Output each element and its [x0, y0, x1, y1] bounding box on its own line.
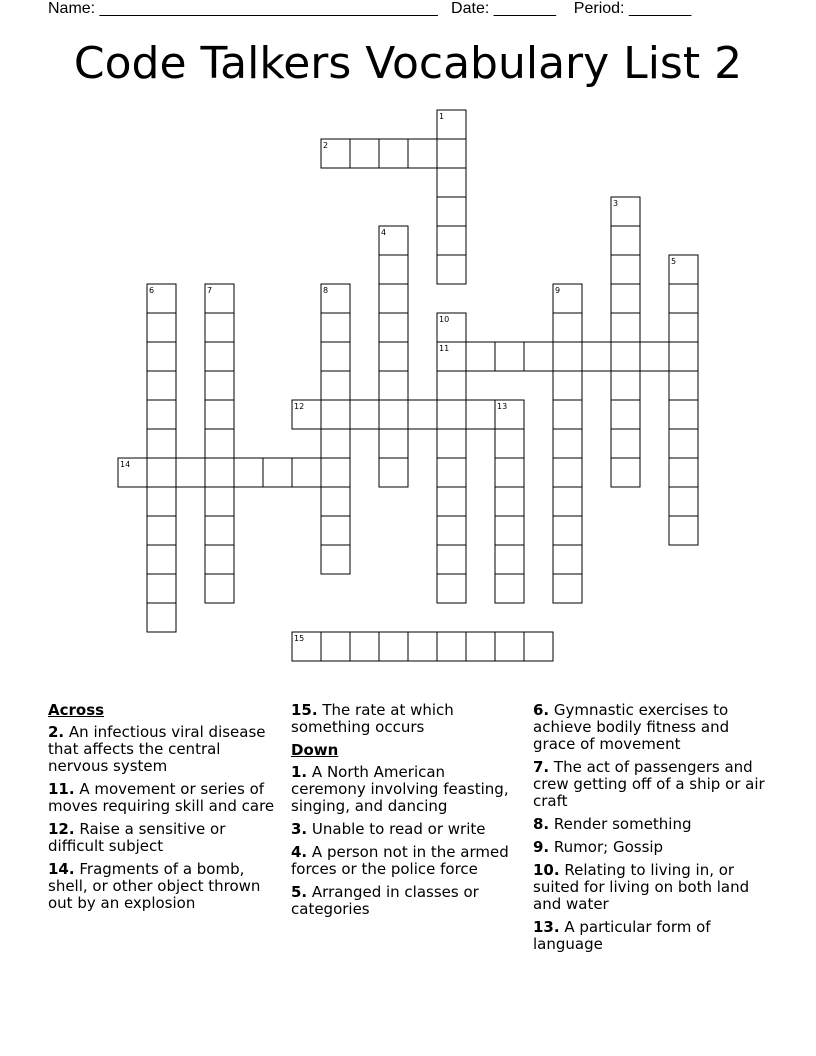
grid-cell[interactable]	[205, 516, 234, 545]
grid-cell[interactable]	[553, 313, 582, 342]
across-heading: Across	[48, 701, 105, 719]
grid-cell[interactable]	[466, 632, 495, 661]
grid-cell[interactable]	[379, 255, 408, 284]
grid-cell[interactable]	[321, 342, 350, 371]
grid-cell[interactable]	[553, 487, 582, 516]
clue-across-15: 15. The rate at which something occurs	[291, 701, 454, 736]
clue-number-label: 12	[294, 402, 305, 411]
grid-cell[interactable]	[437, 574, 466, 603]
grid-cell[interactable]	[553, 429, 582, 458]
grid-cell[interactable]	[437, 255, 466, 284]
grid-cell[interactable]	[321, 545, 350, 574]
grid-cell[interactable]	[205, 574, 234, 603]
clue-down-3: 3. Unable to read or write	[291, 820, 486, 838]
grid-cell[interactable]	[408, 139, 437, 168]
grid-cell[interactable]	[437, 487, 466, 516]
grid-cell[interactable]	[495, 516, 524, 545]
grid-cell[interactable]	[611, 400, 640, 429]
clues-column-3	[533, 702, 773, 959]
grid-cell[interactable]	[408, 632, 437, 661]
grid-cell[interactable]	[495, 429, 524, 458]
grid-cell[interactable]	[147, 603, 176, 632]
grid-cell[interactable]	[205, 342, 234, 371]
clue-down-7: 7. The act of passengers and crew getting off of a ship or air craft	[533, 758, 765, 810]
clue-number-label: 6	[149, 286, 155, 295]
clue-down-1: 1. A North American ceremony involving feasting, singing, and dancing	[291, 763, 509, 815]
grid-cell[interactable]	[495, 574, 524, 603]
grid-cell[interactable]	[669, 487, 698, 516]
grid-cell[interactable]	[234, 458, 263, 487]
grid-cell[interactable]	[669, 371, 698, 400]
clue-number-label: 1	[439, 112, 445, 121]
grid-cell[interactable]	[205, 400, 234, 429]
grid-cell[interactable]	[495, 487, 524, 516]
grid-cell[interactable]	[147, 458, 176, 487]
grid-cell[interactable]	[205, 313, 234, 342]
grid-cell[interactable]	[350, 632, 379, 661]
grid-cell[interactable]	[379, 342, 408, 371]
clue-number-label: 5	[671, 257, 677, 266]
clue-number-label: 15	[294, 634, 305, 643]
grid-cell[interactable]	[495, 458, 524, 487]
grid-cell[interactable]	[147, 574, 176, 603]
clue-down-6: 6. Gymnastic exercises to achieve bodily fitness and grace of movement	[533, 701, 730, 753]
grid-cell[interactable]	[437, 197, 466, 226]
grid-cell[interactable]	[553, 342, 582, 371]
grid-cell[interactable]	[669, 516, 698, 545]
grid-cell[interactable]	[321, 516, 350, 545]
grid-cell[interactable]	[466, 342, 495, 371]
grid-cell[interactable]	[321, 458, 350, 487]
grid-cell[interactable]	[582, 342, 611, 371]
clue-number-label: 14	[120, 460, 131, 469]
clue-number-label: 3	[613, 199, 619, 208]
grid-cell[interactable]	[321, 487, 350, 516]
grid-cell[interactable]	[437, 429, 466, 458]
grid-cell[interactable]	[379, 371, 408, 400]
clue-down-8: 8. Render something	[533, 815, 692, 833]
grid-cell[interactable]	[350, 139, 379, 168]
grid-cell[interactable]	[437, 371, 466, 400]
grid-cell[interactable]	[553, 516, 582, 545]
grid-cell[interactable]	[350, 400, 379, 429]
grid-cell[interactable]	[611, 429, 640, 458]
grid-cell[interactable]	[495, 545, 524, 574]
grid-cell[interactable]	[176, 458, 205, 487]
clue-number-label: 11	[439, 344, 450, 353]
grid-cell[interactable]	[553, 574, 582, 603]
grid-cell[interactable]	[553, 545, 582, 574]
grid-cell[interactable]	[205, 545, 234, 574]
grid-cell[interactable]	[205, 371, 234, 400]
clue-number-label: 8	[323, 286, 329, 295]
grid-cell[interactable]	[524, 342, 553, 371]
grid-cell[interactable]	[437, 168, 466, 197]
grid-cell[interactable]	[437, 516, 466, 545]
grid-cell[interactable]	[611, 226, 640, 255]
grid-cell[interactable]	[379, 400, 408, 429]
grid-cell[interactable]	[640, 342, 669, 371]
grid-cell[interactable]	[379, 313, 408, 342]
grid-cell[interactable]	[205, 458, 234, 487]
clue-down-4: 4. A person not in the armed forces or the police force	[291, 843, 509, 878]
clue-down-10: 10. Relating to living in, or suited for living on both land and water	[533, 861, 750, 913]
clue-down-9: 9. Rumor; Gossip	[533, 838, 664, 856]
grid-cell[interactable]	[669, 458, 698, 487]
grid-cell[interactable]	[379, 139, 408, 168]
grid-cell[interactable]	[437, 226, 466, 255]
clue-across-14: 14. Fragments of a bomb, shell, or other object thrown out by an explosion	[48, 860, 261, 912]
grid-cell[interactable]	[321, 371, 350, 400]
grid-cell[interactable]	[147, 429, 176, 458]
grid-cell[interactable]	[669, 400, 698, 429]
clue-across-12: 12. Raise a sensitive or difficult subject	[48, 820, 226, 855]
grid-cell[interactable]	[379, 632, 408, 661]
grid-cell[interactable]	[611, 458, 640, 487]
name-date-period-line: Name: ______________________________________ Date: _______ Period: _______	[48, 0, 692, 17]
grid-cell[interactable]	[263, 458, 292, 487]
clue-down-5: 5. Arranged in classes or categories	[291, 883, 479, 918]
page-title: Code Talkers Vocabulary List 2	[73, 38, 743, 89]
clue-number-label: 4	[381, 228, 387, 237]
grid-cell[interactable]	[553, 458, 582, 487]
clues-column-2	[291, 702, 523, 924]
grid-cell[interactable]	[437, 139, 466, 168]
clue-number-label: 9	[555, 286, 561, 295]
grid-cell[interactable]	[437, 632, 466, 661]
grid-cell[interactable]	[379, 429, 408, 458]
grid-cell[interactable]	[147, 342, 176, 371]
clues-column-1	[48, 702, 280, 918]
grid-cell[interactable]	[611, 284, 640, 313]
grid-cell[interactable]	[147, 545, 176, 574]
grid-cell[interactable]	[205, 429, 234, 458]
grid-cell[interactable]	[437, 400, 466, 429]
down-heading: Down	[291, 741, 339, 759]
clue-number-label: 2	[323, 141, 329, 150]
grid-cell[interactable]	[321, 429, 350, 458]
clue-number-label: 10	[439, 315, 450, 324]
clue-down-13: 13. A particular form of language	[533, 918, 711, 953]
grid-cell[interactable]	[147, 487, 176, 516]
grid-cell[interactable]	[524, 632, 553, 661]
grid-cell[interactable]	[379, 284, 408, 313]
grid-cell[interactable]	[321, 400, 350, 429]
grid-cell[interactable]	[147, 371, 176, 400]
grid-cell[interactable]	[321, 313, 350, 342]
grid-cell[interactable]	[379, 458, 408, 487]
grid-cell[interactable]	[408, 400, 437, 429]
clue-across-2: 2. An infectious viral disease that affects the central nervous system	[48, 723, 266, 775]
grid-cell[interactable]	[611, 313, 640, 342]
grid-cell[interactable]	[669, 284, 698, 313]
grid-cell[interactable]	[669, 342, 698, 371]
grid-cell[interactable]	[495, 632, 524, 661]
grid-cell[interactable]	[495, 342, 524, 371]
clue-number-label: 7	[207, 286, 213, 295]
grid-cell[interactable]	[553, 371, 582, 400]
grid-cell[interactable]	[147, 313, 176, 342]
grid-cell[interactable]	[321, 632, 350, 661]
clue-across-11: 11. A movement or series of moves requiring skill and care	[48, 780, 275, 815]
grid-cell[interactable]	[669, 429, 698, 458]
grid-cell[interactable]	[553, 400, 582, 429]
grid-cell[interactable]	[437, 545, 466, 574]
grid-cell[interactable]	[611, 255, 640, 284]
grid-cell[interactable]	[611, 371, 640, 400]
grid-cell[interactable]	[437, 458, 466, 487]
grid-cell[interactable]	[147, 400, 176, 429]
grid-cell[interactable]	[611, 342, 640, 371]
grid-cell[interactable]	[205, 487, 234, 516]
grid-cell[interactable]	[466, 400, 495, 429]
grid-cell[interactable]	[669, 313, 698, 342]
grid-cell[interactable]	[147, 516, 176, 545]
clue-number-label: 13	[497, 402, 508, 411]
grid-cell[interactable]	[292, 458, 321, 487]
